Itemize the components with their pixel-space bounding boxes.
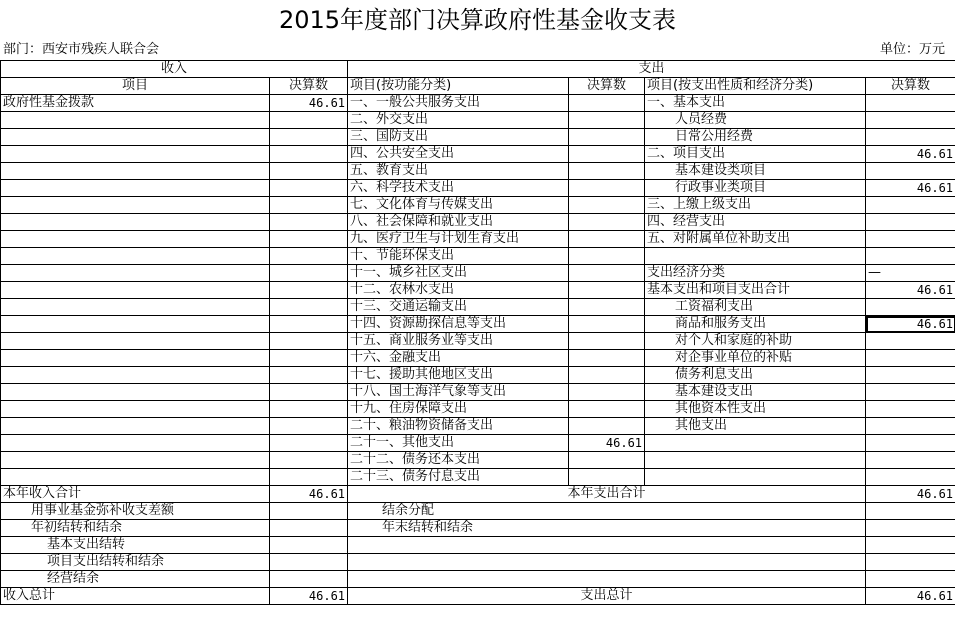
func-item-cell[interactable]: 十八、国土海洋气象等支出 <box>348 384 569 401</box>
func-item-cell[interactable]: 二十、粮油物资储备支出 <box>348 418 569 435</box>
income-amount-cell[interactable] <box>270 418 348 435</box>
func-item-header[interactable]: 项目(按功能分类) <box>348 78 569 95</box>
income-amount-cell[interactable] <box>270 316 348 333</box>
income-amount-cell[interactable] <box>270 163 348 180</box>
report-title: 2015年度部门决算政府性基金收支表 <box>278 6 677 34</box>
func-item-cell[interactable]: 一、一般公共服务支出 <box>348 95 569 112</box>
econ-amount-cell[interactable] <box>866 197 955 214</box>
func-amount-cell[interactable] <box>569 350 645 367</box>
func-item-cell[interactable]: 十二、农林水支出 <box>348 282 569 299</box>
table-row <box>1 95 955 112</box>
econ-amount-cell[interactable] <box>866 367 955 384</box>
income-amount-cell[interactable] <box>270 452 348 469</box>
income-item-cell[interactable]: 用事业基金弥补收支差额 <box>1 503 270 520</box>
income-amount-cell[interactable] <box>270 197 348 214</box>
income-item-cell[interactable] <box>1 112 270 129</box>
income-year-total-label[interactable]: 本年收入合计 <box>1 486 270 503</box>
econ-amount-cell[interactable] <box>866 401 955 418</box>
income-grand-total-label[interactable]: 收入总计 <box>1 588 270 605</box>
grand-total-row <box>1 588 955 605</box>
expense-item-cell[interactable]: 结余分配 <box>348 503 866 520</box>
func-item-cell[interactable]: 十六、金融支出 <box>348 350 569 367</box>
econ-amount-cell[interactable]: 46.61 <box>866 180 955 197</box>
table-row <box>1 299 955 316</box>
expense-amount-cell[interactable] <box>866 537 955 554</box>
econ-amount-cell[interactable] <box>866 435 955 452</box>
econ-amount-cell[interactable] <box>866 333 955 350</box>
income-item-cell[interactable] <box>1 367 270 384</box>
func-item-cell[interactable]: 九、医疗卫生与计划生育支出 <box>348 231 569 248</box>
income-amount-cell[interactable] <box>270 554 348 571</box>
func-item-cell[interactable]: 十七、援助其他地区支出 <box>348 367 569 384</box>
econ-amount-cell[interactable] <box>866 112 955 129</box>
income-item-cell[interactable] <box>1 384 270 401</box>
table-row <box>1 469 955 486</box>
econ-item-cell[interactable]: 对企事业单位的补贴 <box>645 350 866 367</box>
func-amount-cell[interactable] <box>569 367 645 384</box>
econ-amount-cell[interactable] <box>866 163 955 180</box>
expense-item-cell[interactable] <box>348 554 866 571</box>
column-header-row <box>1 78 955 95</box>
income-amount-cell[interactable] <box>270 435 348 452</box>
econ-item-cell[interactable] <box>645 469 866 486</box>
income-amount-cell[interactable] <box>270 537 348 554</box>
income-year-total-value[interactable]: 46.61 <box>270 486 348 503</box>
income-item-cell[interactable] <box>1 401 270 418</box>
econ-amount-cell[interactable] <box>866 231 955 248</box>
table-row <box>1 333 955 350</box>
income-item-cell[interactable] <box>1 316 270 333</box>
func-amount-cell[interactable] <box>569 316 645 333</box>
func-item-cell[interactable]: 十九、住房保障支出 <box>348 401 569 418</box>
income-amount-cell[interactable] <box>270 214 348 231</box>
func-amount-cell[interactable] <box>569 214 645 231</box>
econ-amount-cell[interactable] <box>866 418 955 435</box>
econ-item-cell[interactable]: 对个人和家庭的补助 <box>645 333 866 350</box>
econ-amount-cell[interactable]: — <box>866 265 955 282</box>
income-amount-cell[interactable] <box>270 112 348 129</box>
func-amount-cell[interactable] <box>569 95 645 112</box>
expense-item-cell[interactable] <box>348 571 866 588</box>
econ-amount-cell[interactable] <box>866 214 955 231</box>
func-amount-cell[interactable]: 46.61 <box>569 435 645 452</box>
income-amount-cell[interactable] <box>270 180 348 197</box>
econ-item-cell[interactable]: 基本建设类项目 <box>645 163 866 180</box>
income-amount-cell[interactable] <box>270 282 348 299</box>
econ-item-cell[interactable]: 基本支出和项目支出合计 <box>645 282 866 299</box>
econ-amount-cell[interactable] <box>866 384 955 401</box>
income-item-cell[interactable]: 基本支出结转 <box>1 537 270 554</box>
func-item-cell[interactable]: 三、国防支出 <box>348 129 569 146</box>
income-amount-cell[interactable] <box>270 248 348 265</box>
table-row <box>1 367 955 384</box>
income-amount-cell[interactable] <box>270 333 348 350</box>
econ-item-cell[interactable]: 基本建设支出 <box>645 384 866 401</box>
income-amount-cell[interactable] <box>270 350 348 367</box>
func-item-cell[interactable]: 八、社会保障和就业支出 <box>348 214 569 231</box>
func-amount-cell[interactable] <box>569 384 645 401</box>
func-amount-cell[interactable] <box>569 452 645 469</box>
econ-amount-cell[interactable]: 46.61 <box>866 282 955 299</box>
table-row <box>1 180 955 197</box>
func-item-cell[interactable]: 四、公共安全支出 <box>348 146 569 163</box>
income-item-cell[interactable] <box>1 333 270 350</box>
balance-row <box>1 554 955 571</box>
expense-grand-total-value[interactable]: 46.61 <box>866 588 955 605</box>
table-row <box>1 316 955 333</box>
income-amount-cell[interactable] <box>270 129 348 146</box>
econ-item-cell[interactable]: 其他资本性支出 <box>645 401 866 418</box>
econ-amount-cell[interactable] <box>866 452 955 469</box>
income-item-cell[interactable] <box>1 350 270 367</box>
func-item-cell[interactable]: 五、教育支出 <box>348 163 569 180</box>
func-amount-cell[interactable] <box>569 333 645 350</box>
income-item-cell[interactable] <box>1 282 270 299</box>
table-row <box>1 384 955 401</box>
income-amount-cell[interactable] <box>270 265 348 282</box>
func-amount-cell[interactable] <box>569 282 645 299</box>
income-item-cell[interactable] <box>1 231 270 248</box>
econ-amount-cell[interactable] <box>866 469 955 486</box>
econ-amount-cell[interactable] <box>866 95 955 112</box>
func-amount-cell[interactable] <box>569 197 645 214</box>
income-item-cell[interactable] <box>1 197 270 214</box>
income-item-cell[interactable] <box>1 469 270 486</box>
table-row <box>1 163 955 180</box>
econ-item-cell[interactable] <box>645 452 866 469</box>
income-amount-cell[interactable] <box>270 401 348 418</box>
balance-row <box>1 503 955 520</box>
func-item-cell[interactable]: 七、文化体育与传媒支出 <box>348 197 569 214</box>
econ-amount-cell[interactable]: 46.61 <box>866 146 955 163</box>
func-item-cell[interactable]: 十五、商业服务业等支出 <box>348 333 569 350</box>
income-amount-cell[interactable] <box>270 520 348 537</box>
func-item-cell[interactable]: 十一、城乡社区支出 <box>348 265 569 282</box>
econ-item-cell[interactable]: 人员经费 <box>645 112 866 129</box>
section-header-row <box>1 61 955 78</box>
income-item-cell[interactable] <box>1 418 270 435</box>
expense-grand-total-label[interactable]: 支出总计 <box>348 588 866 605</box>
income-amount-cell[interactable] <box>270 146 348 163</box>
func-amount-cell[interactable] <box>569 265 645 282</box>
income-amount-cell[interactable] <box>270 469 348 486</box>
econ-item-cell[interactable]: 支出经济分类 <box>645 265 866 282</box>
year-total-row <box>1 486 955 503</box>
econ-item-cell[interactable]: 工资福利支出 <box>645 299 866 316</box>
func-amount-cell[interactable] <box>569 112 645 129</box>
balance-row <box>1 571 955 588</box>
func-amount-cell[interactable] <box>569 248 645 265</box>
income-grand-total-value[interactable]: 46.61 <box>270 588 348 605</box>
table-row <box>1 452 955 469</box>
econ-item-cell[interactable]: 其他支出 <box>645 418 866 435</box>
unit-label: 单位：万元 <box>879 42 945 57</box>
expense-year-total-label[interactable]: 本年支出合计 <box>348 486 866 503</box>
econ-item-cell[interactable]: 五、对附属单位补助支出 <box>645 231 866 248</box>
func-amount-cell[interactable] <box>569 146 645 163</box>
econ-amount-cell[interactable] <box>866 248 955 265</box>
expense-amount-cell[interactable] <box>866 503 955 520</box>
func-amount-cell[interactable] <box>569 231 645 248</box>
income-amount-cell[interactable] <box>270 571 348 588</box>
income-item-cell[interactable] <box>1 452 270 469</box>
income-item-cell[interactable] <box>1 129 270 146</box>
econ-item-cell[interactable] <box>645 248 866 265</box>
econ-item-cell[interactable]: 债务利息支出 <box>645 367 866 384</box>
income-item-cell[interactable]: 经营结余 <box>1 571 270 588</box>
table-row <box>1 418 955 435</box>
econ-amount-cell[interactable]: 46.61 <box>866 316 955 333</box>
table-row <box>1 350 955 367</box>
func-amount-cell[interactable] <box>569 129 645 146</box>
income-item-cell[interactable] <box>1 146 270 163</box>
table-row <box>1 265 955 282</box>
econ-amount-cell[interactable] <box>866 350 955 367</box>
econ-item-header[interactable]: 项目(按支出性质和经济分类) <box>645 78 866 95</box>
econ-item-cell[interactable]: 四、经营支出 <box>645 214 866 231</box>
econ-item-cell[interactable]: 一、基本支出 <box>645 95 866 112</box>
econ-amount-cell[interactable] <box>866 129 955 146</box>
econ-amount-cell[interactable] <box>866 299 955 316</box>
func-amount-cell[interactable] <box>569 180 645 197</box>
func-amount-header[interactable]: 决算数 <box>569 78 645 95</box>
expense-item-cell[interactable]: 年末结转和结余 <box>348 520 866 537</box>
econ-item-cell[interactable]: 行政事业类项目 <box>645 180 866 197</box>
func-item-cell[interactable]: 十三、交通运输支出 <box>348 299 569 316</box>
expense-amount-cell[interactable] <box>866 520 955 537</box>
table-row <box>1 282 955 299</box>
income-item-cell[interactable] <box>1 299 270 316</box>
expense-amount-cell[interactable] <box>866 571 955 588</box>
table-row <box>1 129 955 146</box>
income-amount-cell[interactable]: 46.61 <box>270 95 348 112</box>
income-item-cell[interactable] <box>1 435 270 452</box>
econ-item-cell[interactable]: 商品和服务支出 <box>645 316 866 333</box>
table-row <box>1 401 955 418</box>
func-amount-cell[interactable] <box>569 401 645 418</box>
table-row <box>1 197 955 214</box>
econ-item-cell[interactable]: 日常公用经费 <box>645 129 866 146</box>
income-amount-header[interactable]: 决算数 <box>270 78 348 95</box>
expense-year-total-value[interactable]: 46.61 <box>866 486 955 503</box>
income-item-cell[interactable] <box>1 214 270 231</box>
income-item-cell[interactable] <box>1 248 270 265</box>
income-section-header[interactable]: 收入 <box>1 61 348 78</box>
econ-item-cell[interactable]: 三、上缴上级支出 <box>645 197 866 214</box>
func-item-cell[interactable]: 六、科学技术支出 <box>348 180 569 197</box>
income-amount-cell[interactable] <box>270 503 348 520</box>
econ-item-cell[interactable] <box>645 435 866 452</box>
income-item-cell[interactable]: 年初结转和结余 <box>1 520 270 537</box>
income-item-cell[interactable] <box>1 265 270 282</box>
func-item-cell[interactable]: 二十二、债务还本支出 <box>348 452 569 469</box>
func-amount-cell[interactable] <box>569 299 645 316</box>
balance-row <box>1 537 955 554</box>
table-row <box>1 435 955 452</box>
econ-amount-header[interactable]: 决算数 <box>866 78 955 95</box>
func-item-cell[interactable]: 二、外交支出 <box>348 112 569 129</box>
func-amount-cell[interactable] <box>569 418 645 435</box>
expense-amount-cell[interactable] <box>866 554 955 571</box>
table-row <box>1 146 955 163</box>
income-item-cell[interactable] <box>1 163 270 180</box>
income-item-header[interactable]: 项目 <box>1 78 270 95</box>
expense-item-cell[interactable] <box>348 537 866 554</box>
econ-item-cell[interactable]: 二、项目支出 <box>645 146 866 163</box>
func-amount-cell[interactable] <box>569 469 645 486</box>
func-item-cell[interactable]: 十四、资源勘探信息等支出 <box>348 316 569 333</box>
table-row <box>1 248 955 265</box>
func-amount-cell[interactable] <box>569 163 645 180</box>
income-amount-cell[interactable] <box>270 367 348 384</box>
fund-table <box>0 60 955 605</box>
table-row <box>1 214 955 231</box>
income-amount-cell[interactable] <box>270 299 348 316</box>
income-item-cell[interactable]: 政府性基金拨款 <box>1 95 270 112</box>
income-item-cell[interactable] <box>1 180 270 197</box>
func-item-cell[interactable]: 十、节能环保支出 <box>348 248 569 265</box>
income-amount-cell[interactable] <box>270 231 348 248</box>
table-row <box>1 112 955 129</box>
func-item-cell[interactable]: 二十三、债务付息支出 <box>348 469 569 486</box>
table-row <box>1 231 955 248</box>
department-label: 部门：西安市残疾人联合会 <box>3 42 160 57</box>
balance-row <box>1 520 955 537</box>
func-item-cell[interactable]: 二十一、其他支出 <box>348 435 569 452</box>
expense-section-header[interactable]: 支出 <box>348 61 955 78</box>
income-item-cell[interactable]: 项目支出结转和结余 <box>1 554 270 571</box>
income-amount-cell[interactable] <box>270 384 348 401</box>
